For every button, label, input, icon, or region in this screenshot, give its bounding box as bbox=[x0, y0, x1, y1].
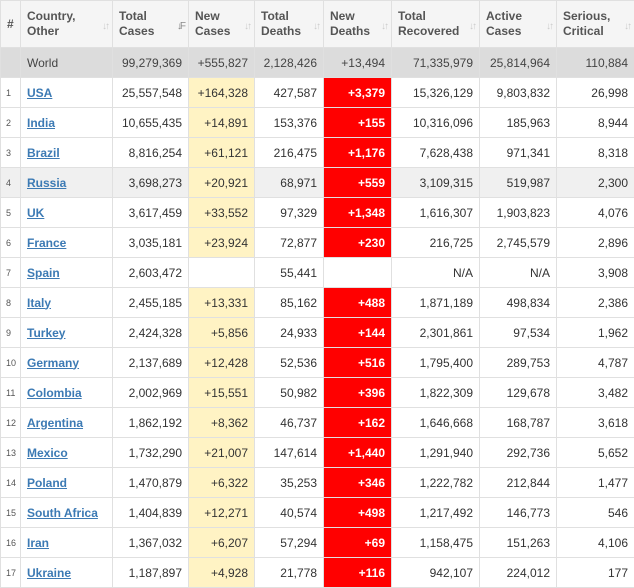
sort-icon: ↓↑ bbox=[624, 19, 630, 34]
total-cases-cell: 3,035,181 bbox=[113, 228, 189, 258]
header-label: New bbox=[195, 9, 248, 24]
serious-critical-cell: 8,318 bbox=[557, 138, 634, 168]
header-label: Deaths bbox=[261, 24, 317, 39]
new-cases-cell: +33,552 bbox=[189, 198, 255, 228]
country-link[interactable]: Brazil bbox=[27, 146, 60, 160]
table-row bbox=[1, 378, 634, 408]
rank-cell: 7 bbox=[1, 258, 21, 288]
sort-icon: ↓↑ bbox=[102, 19, 108, 34]
total-deaths-cell: 40,574 bbox=[255, 498, 324, 528]
serious-critical-cell: 177 bbox=[557, 558, 634, 588]
total-deaths-cell: 85,162 bbox=[255, 288, 324, 318]
total-recovered-cell: 1,291,940 bbox=[392, 438, 480, 468]
total-recovered-cell: 10,316,096 bbox=[392, 108, 480, 138]
total-deaths-cell: 52,536 bbox=[255, 348, 324, 378]
header-label: Recovered bbox=[398, 24, 473, 39]
total-cases-cell: 1,470,879 bbox=[113, 468, 189, 498]
serious-critical-cell: 110,884 bbox=[557, 48, 634, 78]
sort-icon: ↓↑ bbox=[244, 19, 250, 34]
total-recovered-cell: 7,628,438 bbox=[392, 138, 480, 168]
rank-cell: 2 bbox=[1, 108, 21, 138]
new-cases-cell: +6,322 bbox=[189, 468, 255, 498]
new-deaths-cell: +162 bbox=[324, 408, 392, 438]
serious-critical-cell: 5,652 bbox=[557, 438, 634, 468]
serious-critical-cell: 3,908 bbox=[557, 258, 634, 288]
total-deaths-cell: 153,376 bbox=[255, 108, 324, 138]
active-cases-cell: 2,745,579 bbox=[480, 228, 557, 258]
header-label: Cases bbox=[195, 24, 248, 39]
country-cell bbox=[21, 108, 113, 138]
total-recovered-cell: 1,822,309 bbox=[392, 378, 480, 408]
new-cases-cell: +6,207 bbox=[189, 528, 255, 558]
table-row bbox=[1, 228, 634, 258]
new-cases-cell: +164,328 bbox=[189, 78, 255, 108]
col-header-rank[interactable] bbox=[1, 1, 21, 48]
table-body bbox=[1, 48, 634, 588]
new-deaths-cell: +516 bbox=[324, 348, 392, 378]
total-recovered-cell: 3,109,315 bbox=[392, 168, 480, 198]
active-cases-cell: 212,844 bbox=[480, 468, 557, 498]
country-cell bbox=[21, 258, 113, 288]
active-cases-cell: 97,534 bbox=[480, 318, 557, 348]
total-recovered-cell: N/A bbox=[392, 258, 480, 288]
country-link[interactable]: Mexico bbox=[27, 446, 68, 460]
rank-cell: 16 bbox=[1, 528, 21, 558]
active-cases-cell: 9,803,832 bbox=[480, 78, 557, 108]
country-cell bbox=[21, 348, 113, 378]
rank-cell: 9 bbox=[1, 318, 21, 348]
header-label: Country, bbox=[27, 9, 106, 24]
country-link[interactable]: India bbox=[27, 116, 55, 130]
active-cases-cell: 224,012 bbox=[480, 558, 557, 588]
table-row bbox=[1, 528, 634, 558]
new-cases-cell: +5,856 bbox=[189, 318, 255, 348]
table-row bbox=[1, 318, 634, 348]
header-label: Critical bbox=[563, 24, 628, 39]
serious-critical-cell: 546 bbox=[557, 498, 634, 528]
new-cases-cell: +23,924 bbox=[189, 228, 255, 258]
new-cases-cell: +8,362 bbox=[189, 408, 255, 438]
total-cases-cell: 25,557,548 bbox=[113, 78, 189, 108]
country-cell bbox=[21, 228, 113, 258]
rank-cell: 12 bbox=[1, 408, 21, 438]
new-cases-cell: +12,428 bbox=[189, 348, 255, 378]
header-label: Cases bbox=[119, 24, 182, 39]
header-label: Total bbox=[261, 9, 317, 24]
country-link[interactable]: Poland bbox=[27, 476, 67, 490]
rank-cell: 1 bbox=[1, 78, 21, 108]
header-label: Other bbox=[27, 24, 106, 39]
active-cases-cell: 498,834 bbox=[480, 288, 557, 318]
header-row bbox=[1, 1, 634, 48]
new-cases-cell: +555,827 bbox=[189, 48, 255, 78]
country-cell bbox=[21, 378, 113, 408]
world-total-row bbox=[1, 48, 634, 78]
active-cases-cell: 185,963 bbox=[480, 108, 557, 138]
new-cases-cell: +4,928 bbox=[189, 558, 255, 588]
total-recovered-cell: 1,222,782 bbox=[392, 468, 480, 498]
table-row bbox=[1, 108, 634, 138]
rank-cell: 4 bbox=[1, 168, 21, 198]
total-deaths-cell: 24,933 bbox=[255, 318, 324, 348]
rank-cell: 8 bbox=[1, 288, 21, 318]
new-deaths-cell: +230 bbox=[324, 228, 392, 258]
header-label: Total bbox=[119, 9, 182, 24]
table-row bbox=[1, 258, 634, 288]
serious-critical-cell: 2,300 bbox=[557, 168, 634, 198]
col-header-active-cases[interactable] bbox=[480, 1, 557, 48]
active-cases-cell: N/A bbox=[480, 258, 557, 288]
serious-critical-cell: 4,787 bbox=[557, 348, 634, 378]
total-recovered-cell: 71,335,979 bbox=[392, 48, 480, 78]
col-header-total-recovered[interactable] bbox=[392, 1, 480, 48]
sort-icon: ↓↑ bbox=[381, 19, 387, 34]
rank-cell: 13 bbox=[1, 438, 21, 468]
new-deaths-cell: +155 bbox=[324, 108, 392, 138]
total-cases-cell: 3,698,273 bbox=[113, 168, 189, 198]
total-deaths-cell: 216,475 bbox=[255, 138, 324, 168]
header-label: Cases bbox=[486, 24, 550, 39]
serious-critical-cell: 2,386 bbox=[557, 288, 634, 318]
country-cell bbox=[21, 168, 113, 198]
header-label: Active bbox=[486, 9, 550, 24]
total-deaths-cell: 35,253 bbox=[255, 468, 324, 498]
new-cases-cell: +13,331 bbox=[189, 288, 255, 318]
total-cases-cell: 2,603,472 bbox=[113, 258, 189, 288]
total-deaths-cell: 21,778 bbox=[255, 558, 324, 588]
active-cases-cell: 289,753 bbox=[480, 348, 557, 378]
active-cases-cell: 1,903,823 bbox=[480, 198, 557, 228]
country-link[interactable]: Argentina bbox=[27, 416, 83, 430]
country-cell bbox=[21, 78, 113, 108]
rank-cell: 17 bbox=[1, 558, 21, 588]
new-deaths-cell: +498 bbox=[324, 498, 392, 528]
col-header-total-cases[interactable] bbox=[113, 1, 189, 48]
total-cases-cell: 2,137,689 bbox=[113, 348, 189, 378]
total-recovered-cell: 216,725 bbox=[392, 228, 480, 258]
col-header-country[interactable] bbox=[21, 1, 113, 48]
country-cell bbox=[21, 138, 113, 168]
rank-cell: 3 bbox=[1, 138, 21, 168]
country-link[interactable]: Iran bbox=[27, 536, 49, 550]
country-cell bbox=[21, 528, 113, 558]
country-link[interactable]: Spain bbox=[27, 266, 60, 280]
country-link[interactable]: Ukraine bbox=[27, 566, 71, 580]
rank-cell bbox=[1, 48, 21, 78]
rank-cell: 15 bbox=[1, 498, 21, 528]
country-cell bbox=[21, 558, 113, 588]
total-recovered-cell: 1,616,307 bbox=[392, 198, 480, 228]
country-cell bbox=[21, 288, 113, 318]
table-row bbox=[1, 78, 634, 108]
country-link[interactable]: Italy bbox=[27, 296, 51, 310]
rank-cell: 6 bbox=[1, 228, 21, 258]
country-link[interactable]: Germany bbox=[27, 356, 79, 370]
total-cases-cell: 2,424,328 bbox=[113, 318, 189, 348]
new-cases-cell: +21,007 bbox=[189, 438, 255, 468]
new-cases-cell: +61,121 bbox=[189, 138, 255, 168]
table-row bbox=[1, 168, 634, 198]
table-row bbox=[1, 408, 634, 438]
serious-critical-cell: 8,944 bbox=[557, 108, 634, 138]
serious-critical-cell: 26,998 bbox=[557, 78, 634, 108]
table-row bbox=[1, 558, 634, 588]
rank-cell: 11 bbox=[1, 378, 21, 408]
total-deaths-cell: 57,294 bbox=[255, 528, 324, 558]
new-cases-cell bbox=[189, 258, 255, 288]
new-deaths-cell: +488 bbox=[324, 288, 392, 318]
new-deaths-cell bbox=[324, 258, 392, 288]
new-deaths-cell: +116 bbox=[324, 558, 392, 588]
serious-critical-cell: 3,482 bbox=[557, 378, 634, 408]
country-link[interactable]: Turkey bbox=[27, 326, 65, 340]
total-cases-cell: 1,862,192 bbox=[113, 408, 189, 438]
col-header-new-cases[interactable] bbox=[189, 1, 255, 48]
total-cases-cell: 2,002,969 bbox=[113, 378, 189, 408]
header-label: Serious, bbox=[563, 9, 628, 24]
active-cases-cell: 25,814,964 bbox=[480, 48, 557, 78]
header-label: Total bbox=[398, 9, 473, 24]
new-deaths-cell: +396 bbox=[324, 378, 392, 408]
total-cases-cell: 8,816,254 bbox=[113, 138, 189, 168]
total-recovered-cell: 1,871,189 bbox=[392, 288, 480, 318]
col-header-new-deaths[interactable] bbox=[324, 1, 392, 48]
rank-cell: 10 bbox=[1, 348, 21, 378]
header-label: # bbox=[7, 17, 14, 31]
table-row bbox=[1, 498, 634, 528]
total-cases-cell: 1,187,897 bbox=[113, 558, 189, 588]
total-cases-cell: 2,455,185 bbox=[113, 288, 189, 318]
serious-critical-cell: 4,076 bbox=[557, 198, 634, 228]
total-recovered-cell: 1,217,492 bbox=[392, 498, 480, 528]
new-deaths-cell: +3,379 bbox=[324, 78, 392, 108]
total-cases-cell: 1,732,290 bbox=[113, 438, 189, 468]
active-cases-cell: 151,263 bbox=[480, 528, 557, 558]
new-deaths-cell: +13,494 bbox=[324, 48, 392, 78]
total-deaths-cell: 2,128,426 bbox=[255, 48, 324, 78]
country-cell: World bbox=[21, 48, 113, 78]
rank-cell: 14 bbox=[1, 468, 21, 498]
header-label: Deaths bbox=[330, 24, 385, 39]
serious-critical-cell: 2,896 bbox=[557, 228, 634, 258]
total-deaths-cell: 427,587 bbox=[255, 78, 324, 108]
new-cases-cell: +12,271 bbox=[189, 498, 255, 528]
total-recovered-cell: 942,107 bbox=[392, 558, 480, 588]
new-cases-cell: +20,921 bbox=[189, 168, 255, 198]
table-row bbox=[1, 438, 634, 468]
total-recovered-cell: 15,326,129 bbox=[392, 78, 480, 108]
active-cases-cell: 971,341 bbox=[480, 138, 557, 168]
table-row bbox=[1, 468, 634, 498]
total-deaths-cell: 46,737 bbox=[255, 408, 324, 438]
serious-critical-cell: 3,618 bbox=[557, 408, 634, 438]
total-cases-cell: 10,655,435 bbox=[113, 108, 189, 138]
new-cases-cell: +15,551 bbox=[189, 378, 255, 408]
country-cell bbox=[21, 198, 113, 228]
new-deaths-cell: +1,176 bbox=[324, 138, 392, 168]
serious-critical-cell: 1,477 bbox=[557, 468, 634, 498]
country-link[interactable]: UK bbox=[27, 206, 44, 220]
col-header-total-deaths[interactable] bbox=[255, 1, 324, 48]
total-deaths-cell: 72,877 bbox=[255, 228, 324, 258]
rank-cell: 5 bbox=[1, 198, 21, 228]
country-link[interactable]: France bbox=[27, 236, 66, 250]
country-link[interactable]: USA bbox=[27, 86, 52, 100]
country-link[interactable]: Russia bbox=[27, 176, 66, 190]
sort-desc-icon: ↓F bbox=[177, 19, 184, 34]
total-cases-cell: 1,367,032 bbox=[113, 528, 189, 558]
sort-icon: ↓↑ bbox=[469, 19, 475, 34]
active-cases-cell: 292,736 bbox=[480, 438, 557, 468]
serious-critical-cell: 4,106 bbox=[557, 528, 634, 558]
active-cases-cell: 129,678 bbox=[480, 378, 557, 408]
new-cases-cell: +14,891 bbox=[189, 108, 255, 138]
new-deaths-cell: +1,440 bbox=[324, 438, 392, 468]
total-deaths-cell: 68,971 bbox=[255, 168, 324, 198]
total-cases-cell: 99,279,369 bbox=[113, 48, 189, 78]
new-deaths-cell: +559 bbox=[324, 168, 392, 198]
total-deaths-cell: 97,329 bbox=[255, 198, 324, 228]
total-recovered-cell: 1,158,475 bbox=[392, 528, 480, 558]
new-deaths-cell: +1,348 bbox=[324, 198, 392, 228]
total-deaths-cell: 50,982 bbox=[255, 378, 324, 408]
country-link[interactable]: Colombia bbox=[27, 386, 82, 400]
total-deaths-cell: 147,614 bbox=[255, 438, 324, 468]
country-cell bbox=[21, 438, 113, 468]
table-row bbox=[1, 288, 634, 318]
country-cell bbox=[21, 498, 113, 528]
header-label: New bbox=[330, 9, 385, 24]
total-recovered-cell: 1,646,668 bbox=[392, 408, 480, 438]
new-deaths-cell: +346 bbox=[324, 468, 392, 498]
total-deaths-cell: 55,441 bbox=[255, 258, 324, 288]
sort-icon: ↓↑ bbox=[313, 19, 319, 34]
active-cases-cell: 146,773 bbox=[480, 498, 557, 528]
table-row bbox=[1, 138, 634, 168]
table-row bbox=[1, 198, 634, 228]
total-cases-cell: 1,404,839 bbox=[113, 498, 189, 528]
active-cases-cell: 519,987 bbox=[480, 168, 557, 198]
new-deaths-cell: +69 bbox=[324, 528, 392, 558]
total-recovered-cell: 2,301,861 bbox=[392, 318, 480, 348]
country-link[interactable]: South Africa bbox=[27, 506, 98, 520]
country-cell bbox=[21, 408, 113, 438]
active-cases-cell: 168,787 bbox=[480, 408, 557, 438]
sort-icon: ↓↑ bbox=[546, 19, 552, 34]
serious-critical-cell: 1,962 bbox=[557, 318, 634, 348]
total-cases-cell: 3,617,459 bbox=[113, 198, 189, 228]
table-row bbox=[1, 348, 634, 378]
col-header-serious-critical[interactable] bbox=[557, 1, 634, 48]
country-cell bbox=[21, 468, 113, 498]
new-deaths-cell: +144 bbox=[324, 318, 392, 348]
country-cell bbox=[21, 318, 113, 348]
total-recovered-cell: 1,795,400 bbox=[392, 348, 480, 378]
